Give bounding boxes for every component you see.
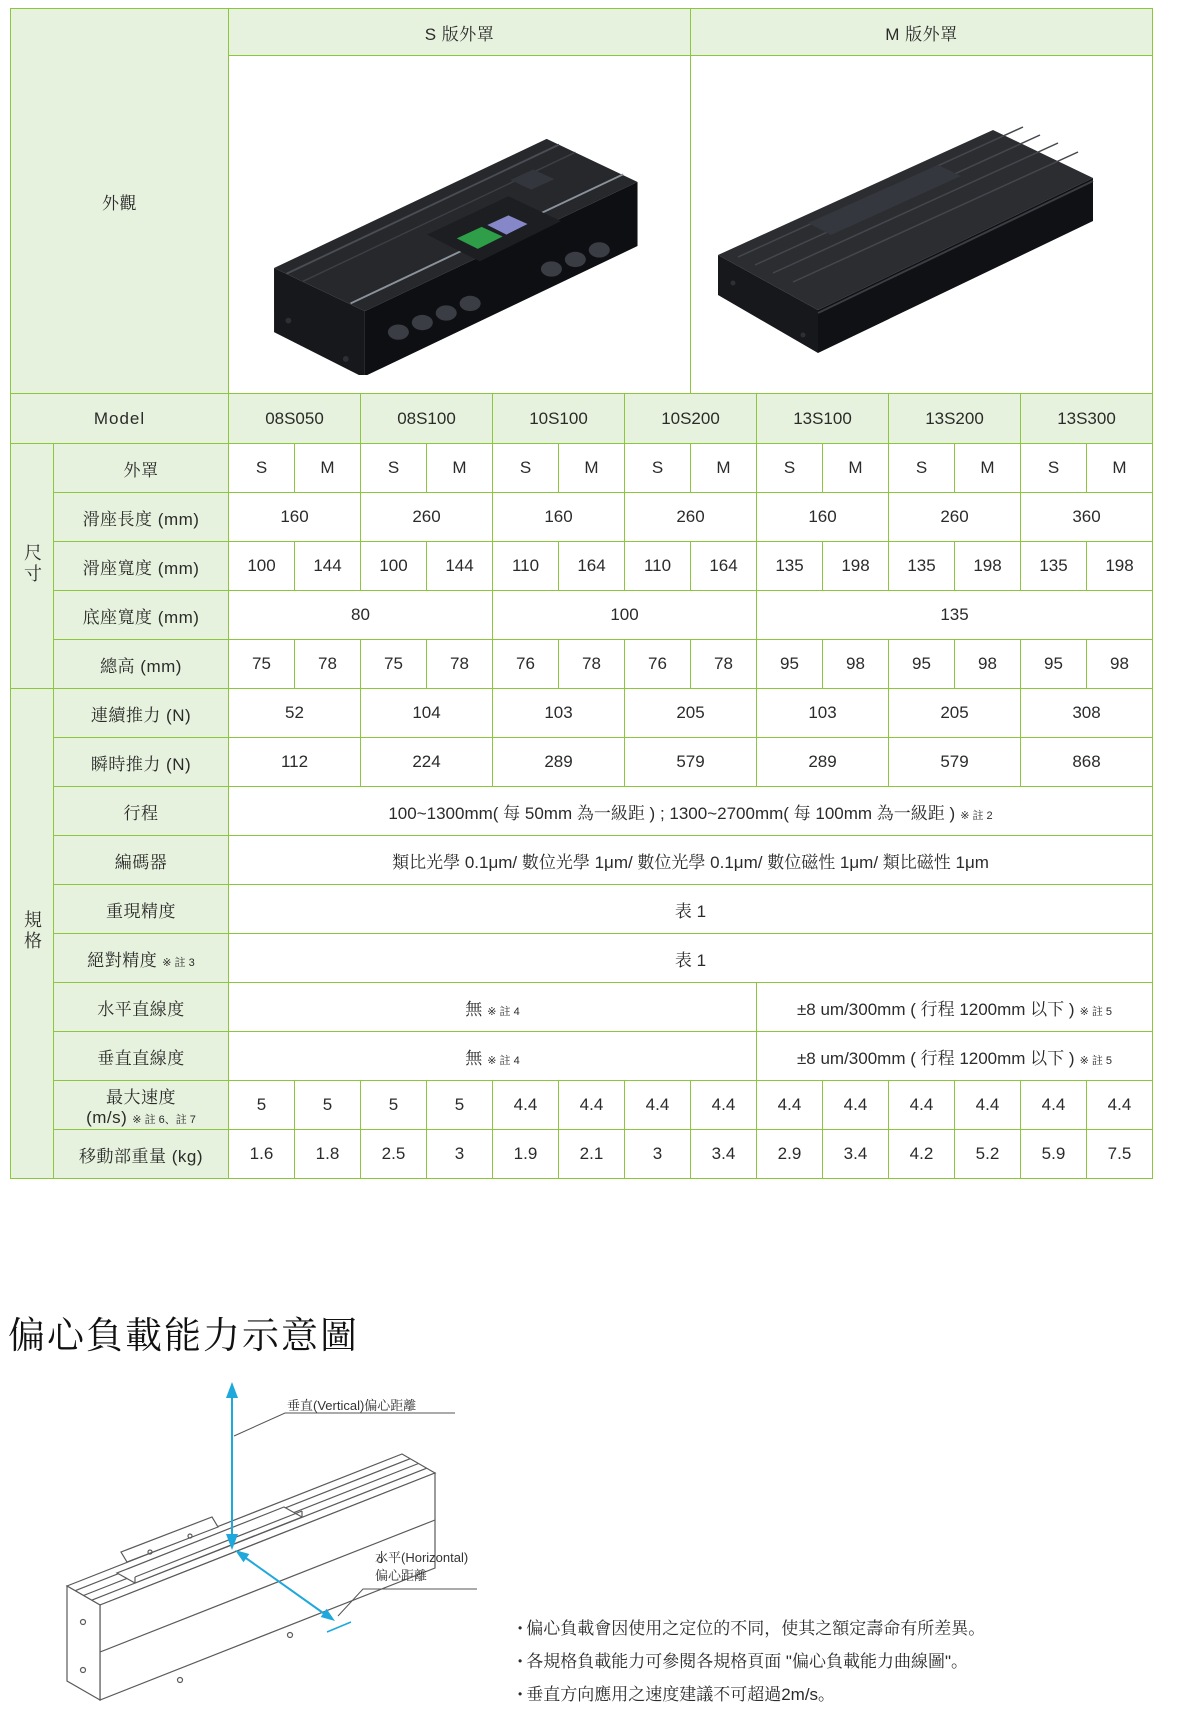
cell-value: 2.1 xyxy=(579,1144,604,1163)
cell-value: 52 xyxy=(285,703,304,722)
value-cell xyxy=(493,1130,559,1179)
value-cell xyxy=(493,738,625,787)
value-cell xyxy=(889,542,955,591)
horizontal-eccentric-label-line2: 偏心距離 xyxy=(375,1568,428,1583)
cell-value: 1.8 xyxy=(315,1144,340,1163)
value-cell xyxy=(955,1081,1021,1130)
value-cell xyxy=(361,1130,427,1179)
cell-value: M xyxy=(584,458,599,477)
cell-value: 103 xyxy=(544,703,573,722)
value-cell xyxy=(757,542,823,591)
cell-value: 7.5 xyxy=(1107,1144,1132,1163)
row-label-repeatability xyxy=(54,885,229,934)
cell-value: 308 xyxy=(1072,703,1101,722)
cell-value: S xyxy=(387,458,400,477)
appearance-label: 外觀 xyxy=(102,193,137,213)
value-cell xyxy=(823,1130,889,1179)
value-cell xyxy=(757,738,889,787)
s-cover-label: S 版外罩 xyxy=(424,24,495,44)
row-label: 滑座寬度 (mm) xyxy=(82,558,200,578)
horizontal-eccentric-label xyxy=(375,1549,468,1585)
horizontal-eccentric-label-line1: 水平(Horizontal) xyxy=(375,1550,469,1565)
cell-value: S xyxy=(1047,458,1060,477)
value-cell xyxy=(361,493,493,542)
cell-value: 4.4 xyxy=(1041,1095,1066,1114)
cell-value: 98 xyxy=(978,654,997,673)
value-cell xyxy=(559,1081,625,1130)
value-cell xyxy=(757,1130,823,1179)
cell-value: 260 xyxy=(940,507,969,526)
model-label: Model xyxy=(93,408,146,428)
value-cell xyxy=(625,444,691,493)
cell-value: 110 xyxy=(511,556,540,575)
cell-value: 表 1 xyxy=(674,950,707,970)
product-image-s xyxy=(231,75,671,375)
cell-value: 4.4 xyxy=(777,1095,802,1114)
cell-value: 95 xyxy=(780,654,799,673)
cell-value: 4.4 xyxy=(843,1095,868,1114)
product-image-m xyxy=(693,85,1123,365)
cell-value: 160 xyxy=(280,507,309,526)
row-label: 行程 xyxy=(123,803,159,823)
value-cell xyxy=(361,738,493,787)
row-label-vertical-straightness xyxy=(54,1032,229,1081)
model-name: 10S100 xyxy=(529,408,588,428)
value-cell xyxy=(427,1081,493,1130)
cell-value: M xyxy=(452,458,467,477)
repeatability-value-cell xyxy=(229,885,1153,934)
vertical-eccentric-label: 垂直(Vertical)偏心距離 xyxy=(287,1398,417,1413)
footnote-ref: ※ 註 6、註 7 xyxy=(132,1113,196,1126)
value-cell xyxy=(1021,1081,1087,1130)
value-cell xyxy=(955,444,1021,493)
cell-value: 289 xyxy=(808,752,837,771)
model-name: 08S050 xyxy=(265,408,324,428)
cell-value: 3.4 xyxy=(711,1144,736,1163)
value-cell xyxy=(1087,1130,1153,1179)
value-cell xyxy=(823,444,889,493)
row-label-slider-width xyxy=(54,542,229,591)
cell-value: 2.9 xyxy=(777,1144,802,1163)
cell-value: ±8 um/300mm ( 行程 1200mm 以下 ) xyxy=(796,1048,1075,1068)
value-cell xyxy=(427,1130,493,1179)
value-cell xyxy=(493,591,757,640)
value-cell xyxy=(889,444,955,493)
model-cell xyxy=(757,394,889,444)
value-cell xyxy=(757,591,1153,640)
value-cell xyxy=(757,444,823,493)
cell-value: 78 xyxy=(714,654,733,673)
footnote-item xyxy=(518,1612,985,1645)
row-label-continuous-force xyxy=(54,689,229,738)
row-label: 垂直直線度 xyxy=(97,1048,185,1068)
value-cell xyxy=(427,542,493,591)
footnote-ref: ※ 註 4 xyxy=(487,1005,520,1018)
cell-value: 135 xyxy=(907,556,936,575)
footnote-text: 偏心負載會因使用之定位的不同，使其之額定壽命有所差異。 xyxy=(526,1619,986,1638)
value-cell xyxy=(229,983,757,1032)
cell-value: 98 xyxy=(1110,654,1129,673)
model-cell xyxy=(625,394,757,444)
cell-value: 100~1300mm( 每 50mm 為一級距 ) ; 1300~2700mm( 每 100mm 為一級距 ) xyxy=(388,803,956,823)
cell-value: 無 xyxy=(465,1048,483,1068)
cell-value: 1.6 xyxy=(249,1144,274,1163)
value-cell xyxy=(691,1081,757,1130)
cell-value: 100 xyxy=(247,556,276,575)
cell-value: 164 xyxy=(709,556,738,575)
value-cell xyxy=(889,738,1021,787)
value-cell xyxy=(691,542,757,591)
cell-value: 5 xyxy=(256,1095,267,1114)
model-name: 13S200 xyxy=(925,408,984,428)
value-cell xyxy=(1087,640,1153,689)
value-cell xyxy=(625,738,757,787)
value-cell xyxy=(361,640,427,689)
value-cell xyxy=(295,640,361,689)
group-dimensions xyxy=(11,444,54,689)
group-dimensions-label: 尺寸 xyxy=(22,542,42,585)
row-label: 重現精度 xyxy=(106,901,176,921)
value-cell xyxy=(295,542,361,591)
cell-value: S xyxy=(783,458,796,477)
value-cell xyxy=(1087,1081,1153,1130)
group-specs xyxy=(11,689,54,1179)
value-cell xyxy=(889,1081,955,1130)
row-label: 底座寬度 (mm) xyxy=(82,607,200,627)
cell-value: 78 xyxy=(582,654,601,673)
footnote-text: 各規格負載能力可參閱各規格頁面 "偏心負載能力曲線圖"。 xyxy=(526,1652,968,1671)
cell-value: 76 xyxy=(516,654,535,673)
cell-value: 4.4 xyxy=(909,1095,934,1114)
value-cell xyxy=(229,493,361,542)
cell-value: S xyxy=(255,458,268,477)
value-cell xyxy=(823,640,889,689)
cell-value: M xyxy=(848,458,863,477)
value-cell xyxy=(559,640,625,689)
footnote-ref: ※ 註 2 xyxy=(960,809,993,822)
value-cell xyxy=(229,640,295,689)
value-cell xyxy=(559,1130,625,1179)
cell-value: 98 xyxy=(846,654,865,673)
cell-value: 100 xyxy=(610,605,639,624)
value-cell xyxy=(1087,444,1153,493)
value-cell xyxy=(1087,542,1153,591)
model-cell xyxy=(493,394,625,444)
cell-value: 76 xyxy=(648,654,667,673)
cell-value: 135 xyxy=(775,556,804,575)
cell-value: 78 xyxy=(318,654,337,673)
cell-value: 80 xyxy=(351,605,370,624)
value-cell xyxy=(361,689,493,738)
value-cell xyxy=(757,1081,823,1130)
value-cell xyxy=(823,1081,889,1130)
footnote-ref: ※ 註 3 xyxy=(162,956,195,969)
cell-value: 無 xyxy=(465,999,483,1019)
value-cell xyxy=(757,983,1153,1032)
cell-value: 144 xyxy=(313,556,342,575)
value-cell xyxy=(823,542,889,591)
value-cell xyxy=(295,1130,361,1179)
row-label: 總高 (mm) xyxy=(100,656,182,676)
cell-value: 95 xyxy=(912,654,931,673)
cell-value: 5.9 xyxy=(1041,1144,1066,1163)
cell-value: 164 xyxy=(577,556,606,575)
value-cell xyxy=(493,493,625,542)
value-cell xyxy=(295,1081,361,1130)
model-name: 13S100 xyxy=(793,408,852,428)
footnote-item xyxy=(518,1678,985,1711)
model-name: 13S300 xyxy=(1057,408,1116,428)
value-cell xyxy=(427,444,493,493)
row-label-max-speed xyxy=(54,1081,229,1130)
value-cell xyxy=(361,444,427,493)
value-cell xyxy=(1021,738,1153,787)
cell-value: M xyxy=(716,458,731,477)
value-cell xyxy=(493,640,559,689)
value-cell xyxy=(493,689,625,738)
cell-value: 289 xyxy=(544,752,573,771)
cell-value: S xyxy=(519,458,532,477)
value-cell xyxy=(1021,493,1153,542)
cell-value: 表 1 xyxy=(674,901,707,921)
bullet-icon: • xyxy=(518,1654,523,1668)
value-cell xyxy=(757,689,889,738)
row-label-slider-length xyxy=(54,493,229,542)
s-product-image-cell xyxy=(229,56,691,394)
cell-value: 198 xyxy=(841,556,870,575)
value-cell xyxy=(757,493,889,542)
cell-value: S xyxy=(915,458,928,477)
value-cell xyxy=(229,689,361,738)
row-label-stroke xyxy=(54,787,229,836)
cell-value: 260 xyxy=(676,507,705,526)
cell-value: 205 xyxy=(940,703,969,722)
m-cover-label: M 版外罩 xyxy=(885,24,958,44)
cell-value: 103 xyxy=(808,703,837,722)
stroke-value-cell xyxy=(229,787,1153,836)
row-label: 水平直線度 xyxy=(97,999,185,1019)
value-cell xyxy=(1021,689,1153,738)
cell-value: 160 xyxy=(544,507,573,526)
cell-value: 868 xyxy=(1072,752,1101,771)
cell-value: 160 xyxy=(808,507,837,526)
row-label: 絕對精度 xyxy=(87,950,158,970)
row-label-absolute-accuracy xyxy=(54,934,229,983)
value-cell xyxy=(559,444,625,493)
value-cell xyxy=(889,689,1021,738)
value-cell xyxy=(625,1130,691,1179)
appearance-header-cell xyxy=(11,9,229,394)
value-cell xyxy=(889,1130,955,1179)
section-title: 偏心負載能力示意圖 xyxy=(8,1315,359,1356)
cell-value: 4.4 xyxy=(579,1095,604,1114)
value-cell xyxy=(691,444,757,493)
row-label-total-height xyxy=(54,640,229,689)
cell-value: 112 xyxy=(280,752,309,771)
value-cell xyxy=(889,640,955,689)
encoder-value-cell xyxy=(229,836,1153,885)
row-label: 編碼器 xyxy=(114,852,168,872)
row-label: 移動部重量 (kg) xyxy=(79,1146,203,1166)
value-cell xyxy=(691,1130,757,1179)
row-label-moving-weight xyxy=(54,1130,229,1179)
cell-value: 5 xyxy=(388,1095,399,1114)
footnotes xyxy=(518,1612,985,1711)
row-label: 連續推力 (N) xyxy=(90,705,192,725)
cell-value: 3.4 xyxy=(843,1144,868,1163)
bullet-icon: • xyxy=(518,1621,523,1635)
value-cell xyxy=(229,542,295,591)
value-cell xyxy=(889,493,1021,542)
cell-value: 260 xyxy=(412,507,441,526)
footnote-item xyxy=(518,1645,985,1678)
spec-table xyxy=(10,8,1153,1179)
cell-value: 5.2 xyxy=(975,1144,1000,1163)
cell-value: M xyxy=(980,458,995,477)
value-cell xyxy=(229,738,361,787)
bullet-icon: • xyxy=(518,1687,523,1701)
cell-value: 類比光學 0.1μm/ 數位光學 1μm/ 數位光學 0.1μm/ 數位磁性 1μm/ 類比磁性 1μm xyxy=(392,852,989,872)
value-cell xyxy=(1021,640,1087,689)
cell-value: 360 xyxy=(1072,507,1101,526)
value-cell xyxy=(955,640,1021,689)
cell-value: 3 xyxy=(454,1144,465,1163)
cell-value: M xyxy=(320,458,335,477)
cell-value: 5 xyxy=(454,1095,465,1114)
cell-value: 4.2 xyxy=(909,1144,934,1163)
cell-value: 1.9 xyxy=(513,1144,538,1163)
cell-value: S xyxy=(651,458,664,477)
cell-value: 224 xyxy=(412,752,441,771)
cell-value: 198 xyxy=(973,556,1002,575)
footnote-ref: ※ 註 5 xyxy=(1079,1005,1113,1018)
cell-value: 579 xyxy=(676,752,705,771)
value-cell xyxy=(1021,444,1087,493)
cell-value: 4.4 xyxy=(711,1095,736,1114)
model-name: 08S100 xyxy=(397,408,456,428)
cell-value: 110 xyxy=(643,556,672,575)
value-cell xyxy=(493,542,559,591)
cell-value: 198 xyxy=(1105,556,1134,575)
row-label-horizontal-straightness xyxy=(54,983,229,1032)
m-cover-header-cell xyxy=(691,9,1153,56)
row-label: 最大速度 (m/s) xyxy=(86,1087,176,1127)
absolute-accuracy-value-cell xyxy=(229,934,1153,983)
model-cell xyxy=(229,394,361,444)
s-cover-header-cell xyxy=(229,9,691,56)
value-cell xyxy=(625,689,757,738)
cell-value: 2.5 xyxy=(381,1144,406,1163)
value-cell xyxy=(493,444,559,493)
model-name: 10S200 xyxy=(661,408,720,428)
value-cell xyxy=(955,542,1021,591)
cell-value: 78 xyxy=(450,654,469,673)
value-cell xyxy=(625,493,757,542)
value-cell xyxy=(625,542,691,591)
value-cell xyxy=(361,542,427,591)
cell-value: 135 xyxy=(940,605,969,624)
row-label: 外罩 xyxy=(123,460,159,480)
cell-value: M xyxy=(1112,458,1127,477)
row-label-peak-force xyxy=(54,738,229,787)
cell-value: 4.4 xyxy=(975,1095,1000,1114)
footnote-text: 垂直方向應用之速度建議不可超過2m/s。 xyxy=(526,1685,836,1704)
row-label: 滑座長度 (mm) xyxy=(82,509,200,529)
value-cell xyxy=(757,1032,1153,1081)
cell-value: 205 xyxy=(676,703,705,722)
cell-value: 75 xyxy=(384,654,403,673)
model-cell xyxy=(889,394,1021,444)
value-cell xyxy=(625,640,691,689)
cell-value: 4.4 xyxy=(645,1095,670,1114)
value-cell xyxy=(757,640,823,689)
cell-value: 144 xyxy=(445,556,474,575)
cell-value: 104 xyxy=(412,703,441,722)
value-cell xyxy=(955,1130,1021,1179)
cell-value: 100 xyxy=(379,556,408,575)
cell-value: 4.4 xyxy=(1107,1095,1132,1114)
value-cell xyxy=(361,1081,427,1130)
value-cell xyxy=(493,1081,559,1130)
value-cell xyxy=(229,444,295,493)
value-cell xyxy=(229,1032,757,1081)
value-cell xyxy=(427,640,493,689)
cell-value: 135 xyxy=(1039,556,1068,575)
value-cell xyxy=(229,591,493,640)
row-label-encoder xyxy=(54,836,229,885)
cell-value: 5 xyxy=(322,1095,333,1114)
footnote-ref: ※ 註 4 xyxy=(487,1054,520,1067)
value-cell xyxy=(295,444,361,493)
value-cell xyxy=(1021,1130,1087,1179)
m-product-image-cell xyxy=(691,56,1153,394)
value-cell xyxy=(691,640,757,689)
row-label-cover xyxy=(54,444,229,493)
model-header-cell xyxy=(11,394,229,444)
row-label-base-width xyxy=(54,591,229,640)
model-cell xyxy=(1021,394,1153,444)
cell-value: 579 xyxy=(940,752,969,771)
model-cell xyxy=(361,394,493,444)
group-specs-label: 規格 xyxy=(22,910,42,952)
cell-value: 3 xyxy=(652,1144,663,1163)
value-cell xyxy=(559,542,625,591)
row-label: 瞬時推力 (N) xyxy=(90,754,192,774)
cell-value: 4.4 xyxy=(513,1095,538,1114)
cell-value: 95 xyxy=(1044,654,1063,673)
value-cell xyxy=(1021,542,1087,591)
cell-value: ±8 um/300mm ( 行程 1200mm 以下 ) xyxy=(796,999,1075,1019)
footnote-ref: ※ 註 5 xyxy=(1079,1054,1113,1067)
cell-value: 75 xyxy=(252,654,271,673)
value-cell xyxy=(229,1081,295,1130)
value-cell xyxy=(229,1130,295,1179)
value-cell xyxy=(625,1081,691,1130)
